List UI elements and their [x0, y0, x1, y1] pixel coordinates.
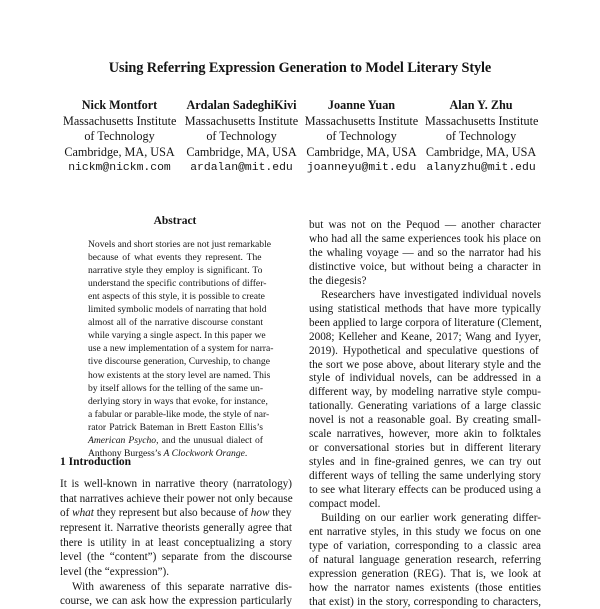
left-body-line: there is utility in at least conceptualizing a story [60, 536, 292, 549]
right-body-line: who had all the same experiences took his place on [309, 232, 541, 245]
right-body-line: to see what literary effects can be produced using a [309, 484, 541, 497]
abstract-lines-line: derlying story in ways that evoke, for instance, [88, 395, 268, 407]
left-body-line: It is well-known in narrative theory (narratology) [60, 478, 292, 490]
abstract-lines-line: tive discourse generation, Curveship, to change [88, 356, 270, 368]
left-body-line: of what they represent but also because of how they [60, 507, 292, 520]
right-body-line: different ways of telling the same underlying story [309, 470, 541, 483]
author-affiliation-line: Massachusetts Institute [63, 113, 177, 128]
abstract-lines-line: because of what events they represent. The [88, 252, 262, 264]
right-body-line: novel is not a reasonable goal. By creating small- [309, 414, 541, 427]
author-block-3 [303, 98, 420, 177]
abstract-lines-line: understand the specific contributions of differ- [88, 278, 267, 290]
author-affiliation-line: of Technology [206, 129, 277, 144]
author-affiliation-line: Massachusetts Institute [304, 113, 419, 128]
right-body-line: Researchers have investigated individual novels [321, 288, 541, 301]
right-body-line: 2019). Hypothetical and speculative questions of [309, 344, 539, 357]
right-body-line: of natural language generation research, referring [309, 553, 541, 566]
abstract-heading: Abstract [153, 215, 197, 227]
author-block-2 [183, 98, 300, 177]
right-body-line: 2008; Kelleher and Keane, 2017; Wang and Iyyer, [309, 330, 541, 343]
abstract-lines-line: use a new implementation of a system for narra- [88, 343, 274, 355]
right-body-line: the whaling voyage — and so the narrator had his [309, 246, 541, 259]
paper-title: Using Referring Expression Generation to Model Literary Style [108, 60, 492, 76]
right-body-line: compact model. [309, 498, 381, 510]
right-body-line: styles and in fine-grained genres, we can try out [309, 456, 541, 469]
author-name: Alan Y. Zhu [449, 98, 513, 112]
right-body-line: scale narratives, however, more akin to folktales [309, 428, 541, 441]
abstract-lines-line: while varying a single aspect. In this paper we [88, 330, 266, 342]
left-body-line: level (the “expression”). [60, 565, 170, 578]
abstract-lines-line: almost all of the narrative discourse constant [88, 317, 263, 329]
author-email: nickm@nickm.com [68, 161, 171, 174]
author-name: Joanne Yuan [327, 98, 396, 112]
left-body-line: level (the “content”) separate from the discourse [60, 551, 292, 564]
author-email: alanyzhu@mit.edu [426, 161, 536, 174]
right-body-line: tationally. Generating variations of a large classic [309, 400, 541, 413]
author-block-1 [63, 98, 176, 177]
author-affiliation-line: Massachusetts Institute [184, 113, 299, 128]
author-affiliation-line: of Technology [326, 129, 397, 144]
right-body-line: ent narrative styles, in this study we focus on one [309, 525, 541, 538]
section-heading-introduction: 1 Introduction [60, 456, 132, 468]
author-affiliation-line: of Technology [445, 129, 517, 144]
left-body-line: that narratives achieve their power not only because [60, 492, 293, 505]
right-body-line: or conversational stories but in different literary [309, 442, 541, 455]
right-body-line: Building on our earlier work generating differ- [321, 511, 541, 524]
right-body-line: using statistical methods that have more typically [309, 302, 541, 315]
abstract-lines-line: by itself allows for the telling of the same un- [88, 382, 264, 394]
abstract-lines-line: Novels and short stories are not just remarkable [88, 239, 272, 250]
abstract-lines-line: Anthony Burgess’s A Clockwork Orange. [88, 447, 248, 459]
abstract-lines-line: American Psycho, and the unusual dialect of [88, 434, 263, 446]
right-body-line: how the narrator names existents (those entities [309, 581, 541, 594]
right-body-line: different way, by modeling narrative style compu- [309, 386, 541, 399]
right-body-line: the sort we pose above, about literary style and the [309, 358, 541, 371]
right-body-line: type of variation, corresponding to a classic area [309, 539, 541, 552]
right-body-line: distinctive voice, but without being a character in [309, 260, 541, 273]
right-body-line: that exist) in the story, corresponding to characters, [309, 595, 541, 608]
left-body-line: represent it. Narrative theorists generally agree that [60, 521, 292, 534]
left-body-line: With awareness of this separate narrative dis- [72, 580, 292, 593]
abstract-lines-line: ent aspects of this style, it is possible to create [88, 291, 265, 303]
abstract-lines-line: rator Patrick Bateman in Brett Easton Ellis’s [88, 421, 263, 433]
author-email: ardalan@mit.edu [190, 161, 293, 174]
right-body-line: style of individual novels, can be addressed in a [309, 372, 541, 385]
right-body-line: but was not on the Pequod — another character [309, 219, 541, 231]
author-affiliation-line: Cambridge, MA, USA [186, 145, 297, 160]
author-affiliation-line: Cambridge, MA, USA [425, 145, 537, 160]
author-block-4 [425, 98, 537, 177]
abstract-lines-line: a fabular or parable-like mode, the style of nar- [88, 408, 270, 420]
right-body-line: been applied to large corpora of literature (Clement, [309, 316, 542, 329]
right-body-line: the diegesis? [309, 274, 367, 287]
author-affiliation-line: Cambridge, MA, USA [64, 145, 175, 160]
abstract-lines-line: narrative style they employ is significant. To [88, 265, 263, 277]
author-affiliation-line: of Technology [84, 129, 155, 144]
left-body-line: course, we can ask how the expression particularly [60, 595, 292, 608]
abstract-lines-line: how existents at the story level are named. This [88, 369, 271, 381]
author-email: joanneyu@mit.edu [306, 161, 417, 174]
right-body-line: expression generation (REG). That is, we look at [309, 567, 541, 580]
author-affiliation-line: Cambridge, MA, USA [306, 145, 417, 160]
abstract-lines-line: limited symbolic models of narrating that hold [88, 304, 267, 316]
author-affiliation-line: Massachusetts Institute [425, 113, 539, 128]
author-name: Ardalan SadeghiKivi [186, 98, 297, 112]
author-name: Nick Montfort [81, 98, 158, 112]
